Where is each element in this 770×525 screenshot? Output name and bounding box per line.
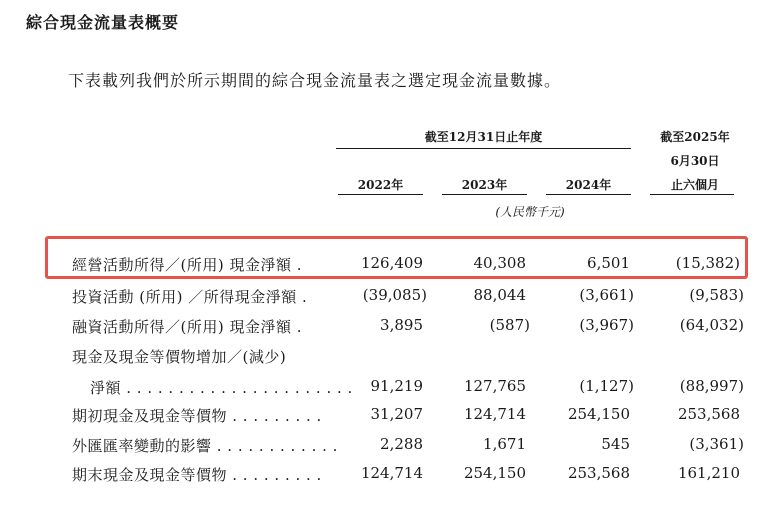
row-value: (1,127) (579, 377, 634, 395)
row-value: 2,288 (380, 435, 423, 453)
row-value: (587) (489, 316, 530, 334)
header-rule-2023 (442, 194, 527, 195)
row-value: (3,361) (689, 435, 744, 453)
year-group-rule (336, 148, 631, 149)
row-label: 經營活動所得／(所用) 現金淨額 . (72, 256, 303, 274)
row-value: 3,895 (380, 316, 423, 334)
row-value: 127,765 (463, 377, 526, 395)
row-value: 1,671 (483, 435, 526, 453)
interim-header-line1: 截至2025年 (660, 130, 730, 144)
row-value: 253,568 (567, 464, 630, 482)
section-title: 綜合現金流量表概要 (26, 13, 180, 32)
row-value: 91,219 (370, 377, 423, 395)
row-label: 外匯匯率變動的影響 . . . . . . . . . . . . (72, 437, 338, 455)
year-group-header: 截至12月31日止年度 (424, 130, 543, 144)
year-header-2022: 2022年 (357, 178, 404, 192)
row-label: 融資活動所得／(所用) 現金淨額 . (72, 318, 303, 336)
row-value: 161,210 (677, 464, 740, 482)
row-value: 40,308 (473, 254, 526, 272)
row-label: 投資活動 (所用) ／所得現金淨額 . (72, 288, 308, 306)
row-value: 254,150 (567, 405, 630, 423)
interim-header-line3: 止六個月 (670, 178, 719, 192)
row-label: 現金及現金等價物增加／(減少) (72, 348, 287, 366)
row-value: (64,032) (679, 316, 744, 334)
year-header-2024: 2024年 (565, 178, 612, 192)
row-value: (9,583) (689, 286, 744, 304)
row-value: 253,568 (677, 405, 740, 423)
units-label: (人民幣千元) (495, 205, 565, 219)
row-value: (3,661) (579, 286, 634, 304)
row-value: (39,085) (362, 286, 427, 304)
header-rule-2024 (546, 194, 631, 195)
row-label: 期末現金及現金等價物 . . . . . . . . . (72, 466, 322, 484)
header-rule-interim (650, 194, 734, 195)
row-value: (15,382) (675, 254, 740, 272)
row-value: 88,044 (473, 286, 526, 304)
row-value: (88,997) (679, 377, 744, 395)
row-value: 124,714 (463, 405, 526, 423)
row-label: 期初現金及現金等價物 . . . . . . . . . (72, 407, 322, 425)
row-value: 6,501 (587, 254, 630, 272)
row-value: 126,409 (360, 254, 423, 272)
row-value: (3,967) (579, 316, 634, 334)
intro-paragraph: 下表載列我們於所示期間的綜合現金流量表之選定現金流量數據。 (68, 71, 562, 90)
row-value: 124,714 (360, 464, 423, 482)
year-header-2023: 2023年 (461, 178, 508, 192)
row-value: 31,207 (370, 405, 423, 423)
row-label: 淨額 . . . . . . . . . . . . . . . . . . . . . . (90, 379, 353, 397)
row-value: 545 (601, 435, 630, 453)
header-rule-2022 (338, 194, 423, 195)
row-value: 254,150 (463, 464, 526, 482)
interim-header-line2: 6月30日 (670, 154, 720, 168)
